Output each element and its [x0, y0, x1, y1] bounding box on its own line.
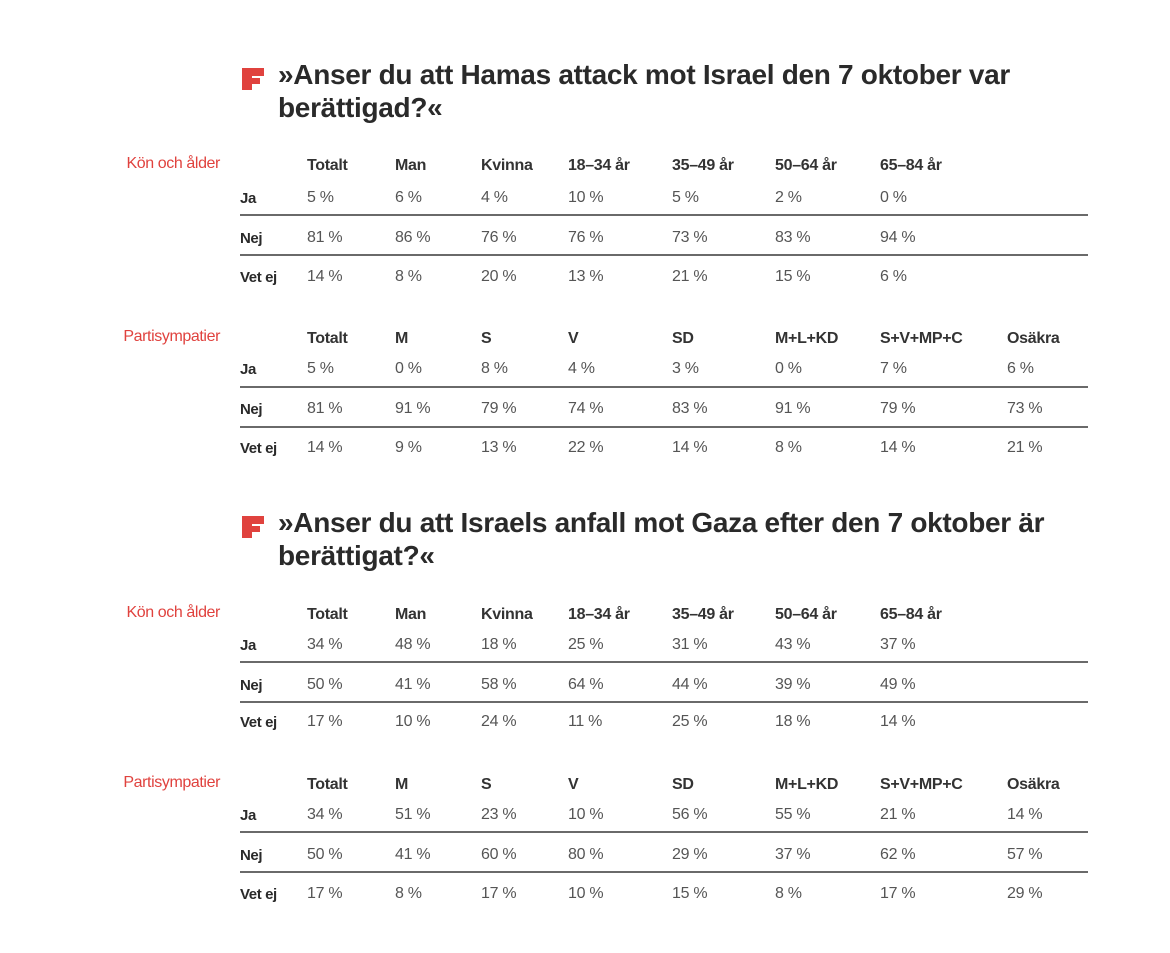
table-cell: 34 % [307, 636, 343, 653]
column-header: SD [672, 330, 694, 347]
table-cell: 57 % [1007, 846, 1043, 863]
row-label: Nej [240, 401, 263, 418]
table-cell: 41 % [395, 846, 431, 863]
table-cell: 31 % [672, 636, 708, 653]
table-cell: 50 % [307, 846, 343, 863]
table-cell: 55 % [775, 806, 811, 823]
row-divider [240, 214, 1088, 216]
table-cell: 73 % [1007, 400, 1043, 417]
row-label: Vet ej [240, 440, 277, 457]
section-label: Partisympatier [123, 774, 220, 791]
row-label: Vet ej [240, 886, 277, 903]
table-cell: 79 % [880, 400, 916, 417]
table-cell: 10 % [395, 713, 431, 730]
table-cell: 64 % [568, 676, 604, 693]
table-cell: 10 % [568, 189, 604, 206]
red-flag-logo-icon [240, 514, 266, 540]
table-cell: 8 % [775, 885, 802, 902]
question-title: »Anser du att Hamas attack mot Israel den 7 oktober var berättigad?« [278, 59, 1010, 123]
table-cell: 8 % [481, 360, 508, 377]
row-divider [240, 661, 1088, 663]
question-title: »Anser du att Israels anfall mot Gaza efter den 7 oktober är berättigat?« [278, 507, 1045, 571]
table-cell: 6 % [880, 268, 907, 285]
row-label: Vet ej [240, 269, 277, 286]
column-header: M [395, 330, 409, 347]
column-header: Totalt [307, 157, 348, 174]
table-cell: 37 % [880, 636, 916, 653]
row-label: Ja [240, 361, 256, 378]
table-cell: 14 % [880, 713, 916, 730]
column-header: Osäkra [1007, 330, 1060, 347]
table-cell: 29 % [1007, 885, 1043, 902]
table-cell: 23 % [481, 806, 517, 823]
column-header: Kvinna [481, 157, 533, 174]
table-cell: 21 % [672, 268, 708, 285]
table-cell: 8 % [395, 885, 422, 902]
table-cell: 50 % [307, 676, 343, 693]
table-cell: 94 % [880, 229, 916, 246]
table-cell: 17 % [880, 885, 916, 902]
table-cell: 2 % [775, 189, 802, 206]
table-cell: 13 % [481, 439, 517, 456]
column-header: Man [395, 606, 427, 623]
table-cell: 21 % [880, 806, 916, 823]
table-cell: 25 % [568, 636, 604, 653]
table-cell: 24 % [481, 713, 517, 730]
table-cell: 13 % [568, 268, 604, 285]
table-cell: 79 % [481, 400, 517, 417]
table-cell: 49 % [880, 676, 916, 693]
table-cell: 83 % [672, 400, 708, 417]
table-cell: 44 % [672, 676, 708, 693]
red-flag-logo-icon [240, 66, 266, 92]
table-cell: 4 % [481, 189, 508, 206]
table-cell: 15 % [775, 268, 811, 285]
table-cell: 48 % [395, 636, 431, 653]
column-header: Totalt [307, 330, 348, 347]
table-cell: 73 % [672, 229, 708, 246]
column-header: 65–84 år [880, 606, 942, 623]
row-label: Nej [240, 677, 263, 694]
table-cell: 6 % [1007, 360, 1034, 377]
column-header: Man [395, 157, 427, 174]
table-cell: 11 % [568, 713, 603, 730]
table-cell: 6 % [395, 189, 422, 206]
column-header: 18–34 år [568, 157, 630, 174]
row-divider [240, 426, 1088, 428]
column-header: 35–49 år [672, 157, 734, 174]
table-cell: 14 % [307, 268, 343, 285]
column-header: M+L+KD [775, 330, 839, 347]
column-header: Totalt [307, 776, 348, 793]
column-header: 18–34 år [568, 606, 630, 623]
section-label: Partisympatier [123, 328, 220, 345]
column-header: V [568, 330, 579, 347]
row-label: Ja [240, 637, 256, 654]
column-header: Osäkra [1007, 776, 1060, 793]
table-cell: 21 % [1007, 439, 1043, 456]
column-header: SD [672, 776, 694, 793]
table-cell: 91 % [775, 400, 811, 417]
table-cell: 7 % [880, 360, 907, 377]
table-cell: 20 % [481, 268, 517, 285]
column-header: S [481, 776, 492, 793]
section-label: Kön och ålder [126, 604, 220, 621]
column-header: S+V+MP+C [880, 330, 963, 347]
table-cell: 17 % [481, 885, 517, 902]
row-label: Nej [240, 230, 263, 247]
table-cell: 81 % [307, 400, 343, 417]
table-cell: 51 % [395, 806, 431, 823]
table-cell: 14 % [1007, 806, 1043, 823]
row-divider [240, 701, 1088, 703]
table-cell: 10 % [568, 806, 604, 823]
row-label: Vet ej [240, 714, 277, 731]
column-header: 50–64 år [775, 606, 837, 623]
table-cell: 3 % [672, 360, 699, 377]
table-cell: 17 % [307, 885, 343, 902]
table-cell: 0 % [880, 189, 907, 206]
table-cell: 60 % [481, 846, 517, 863]
row-divider [240, 386, 1088, 388]
table-cell: 39 % [775, 676, 811, 693]
row-label: Ja [240, 807, 256, 824]
table-cell: 9 % [395, 439, 422, 456]
table-cell: 18 % [481, 636, 517, 653]
column-header: M [395, 776, 409, 793]
section-label: Kön och ålder [126, 155, 220, 172]
table-cell: 34 % [307, 806, 343, 823]
table-cell: 43 % [775, 636, 811, 653]
column-header: 35–49 år [672, 606, 734, 623]
table-cell: 0 % [775, 360, 802, 377]
column-header: 50–64 år [775, 157, 837, 174]
table-cell: 5 % [672, 189, 699, 206]
table-cell: 41 % [395, 676, 431, 693]
column-header: V [568, 776, 579, 793]
table-cell: 25 % [672, 713, 708, 730]
table-cell: 14 % [880, 439, 916, 456]
table-cell: 81 % [307, 229, 343, 246]
row-label: Nej [240, 847, 263, 864]
table-cell: 5 % [307, 360, 334, 377]
table-cell: 0 % [395, 360, 422, 377]
row-divider [240, 871, 1088, 873]
column-header: Kvinna [481, 606, 533, 623]
table-cell: 18 % [775, 713, 811, 730]
table-cell: 8 % [395, 268, 422, 285]
table-cell: 56 % [672, 806, 708, 823]
table-cell: 15 % [672, 885, 708, 902]
column-header: Totalt [307, 606, 348, 623]
column-header: 65–84 år [880, 157, 942, 174]
table-cell: 22 % [568, 439, 604, 456]
table-cell: 83 % [775, 229, 811, 246]
table-cell: 5 % [307, 189, 334, 206]
table-cell: 91 % [395, 400, 431, 417]
table-cell: 14 % [672, 439, 708, 456]
row-divider [240, 254, 1088, 256]
row-label: Ja [240, 190, 256, 207]
table-cell: 17 % [307, 713, 343, 730]
table-cell: 86 % [395, 229, 431, 246]
column-header: S [481, 330, 492, 347]
column-header: S+V+MP+C [880, 776, 963, 793]
table-cell: 76 % [568, 229, 604, 246]
table-cell: 10 % [568, 885, 604, 902]
row-divider [240, 831, 1088, 833]
table-cell: 29 % [672, 846, 708, 863]
column-header: M+L+KD [775, 776, 839, 793]
table-cell: 37 % [775, 846, 811, 863]
table-cell: 62 % [880, 846, 916, 863]
table-cell: 74 % [568, 400, 604, 417]
table-cell: 80 % [568, 846, 604, 863]
table-cell: 76 % [481, 229, 517, 246]
table-cell: 58 % [481, 676, 517, 693]
table-cell: 4 % [568, 360, 595, 377]
table-cell: 8 % [775, 439, 802, 456]
table-cell: 14 % [307, 439, 343, 456]
